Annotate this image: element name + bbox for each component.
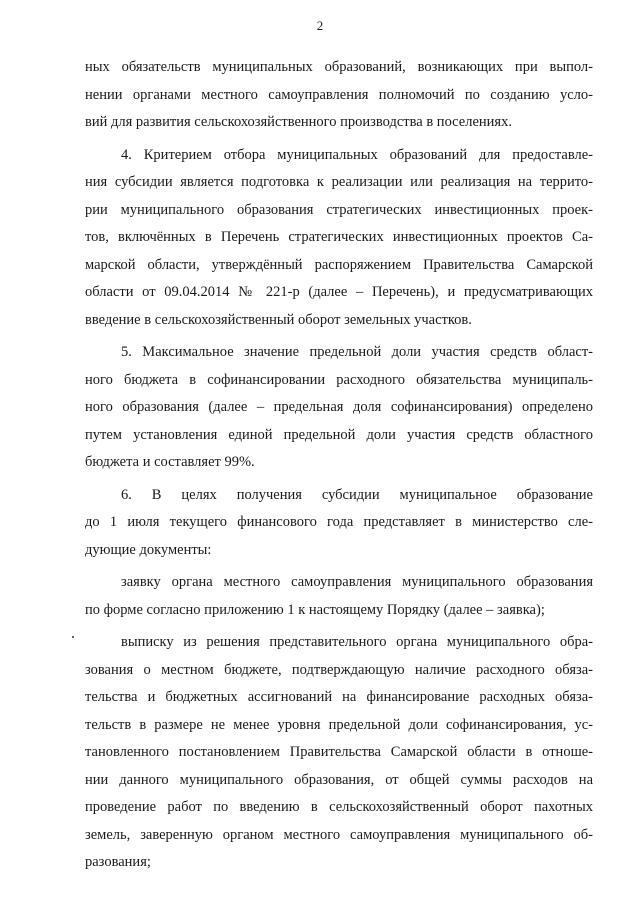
page-number: 2 — [316, 18, 324, 33]
text-line: путем установления единой предельной доли участия средств областного — [85, 426, 593, 443]
paragraph-item-5 — [85, 339, 593, 477]
text-line: тельства и бюджетных ассигнований на финансирование расходных обяза- — [85, 689, 593, 705]
text-line: ного бюджета в софинансировании расходного обязательства муниципаль- — [85, 371, 593, 388]
margin-mark — [72, 636, 74, 638]
document-body — [85, 54, 593, 882]
text-line: марской области, утверждённый распоряжением Правительства Самарской — [85, 256, 593, 273]
text-line: 4. Критерием отбора муниципальных образований для предоставле- — [121, 146, 593, 163]
text-line: земель, заверенную органом местного самоуправления муниципального об- — [85, 826, 593, 843]
paragraph-continuation — [85, 54, 593, 137]
paragraph-item-4 — [85, 142, 593, 335]
text-line: нении органами местного самоуправления полномочий по созданию усло- — [85, 86, 593, 103]
text-line: рии муниципального образования стратегических инвестиционных проек- — [85, 201, 593, 218]
text-line: тов, включённых в Перечень стратегических инвестиционных проектов Са- — [85, 229, 593, 245]
text-line: нии данного муниципального образования, от общей суммы расходов на — [85, 771, 593, 788]
text-line: 6. В целях получения субсидии муниципальное образование — [121, 486, 593, 503]
text-line: области от 09.04.2014 № 221-р (далее – Перечень), и предусматривающих — [85, 284, 593, 300]
text-line: по форме согласно приложению 1 к настоящему Порядку (далее – заявка); — [85, 601, 545, 618]
text-line: ния субсидии является подготовка к реализации или реализация на террито- — [85, 174, 593, 190]
text-line: проведение работ по введению в сельскохозяйственный оборот пахотных — [85, 799, 593, 815]
text-line: разования; — [85, 854, 151, 870]
paragraph-item-6-application — [85, 569, 593, 624]
text-line: бюджета и составляет 99%. — [85, 454, 255, 470]
text-line: ных обязательств муниципальных образований, возникающих при выпол- — [85, 59, 593, 75]
paragraph-item-6 — [85, 482, 593, 565]
paragraph-item-6-extract — [85, 629, 593, 877]
text-line: тельств в размере не менее уровня предельной доли софинансирования, ус- — [85, 716, 593, 733]
text-line: введение в сельскохозяйственный оборот земельных участков. — [85, 311, 472, 328]
text-line: тановленного постановлением Правительства Самарской области в отноше- — [85, 744, 593, 760]
text-line: 5. Максимальное значение предельной доли участия средств област- — [121, 344, 593, 360]
text-line: выписку из решения представительного органа муниципального обра- — [121, 634, 593, 650]
text-line: дующие документы: — [85, 541, 212, 558]
text-line: до 1 июля текущего финансового года представляет в министерство сле- — [85, 514, 593, 530]
text-line: ного образования (далее – предельная доля софинансирования) определено — [85, 399, 593, 415]
text-line: вий для развития сельскохозяйственного производства в поселениях. — [85, 114, 512, 130]
text-line: зования о местном бюджете, подтверждающую наличие расходного обяза- — [85, 661, 593, 678]
text-line: заявку органа местного самоуправления муниципального образования — [121, 574, 593, 590]
